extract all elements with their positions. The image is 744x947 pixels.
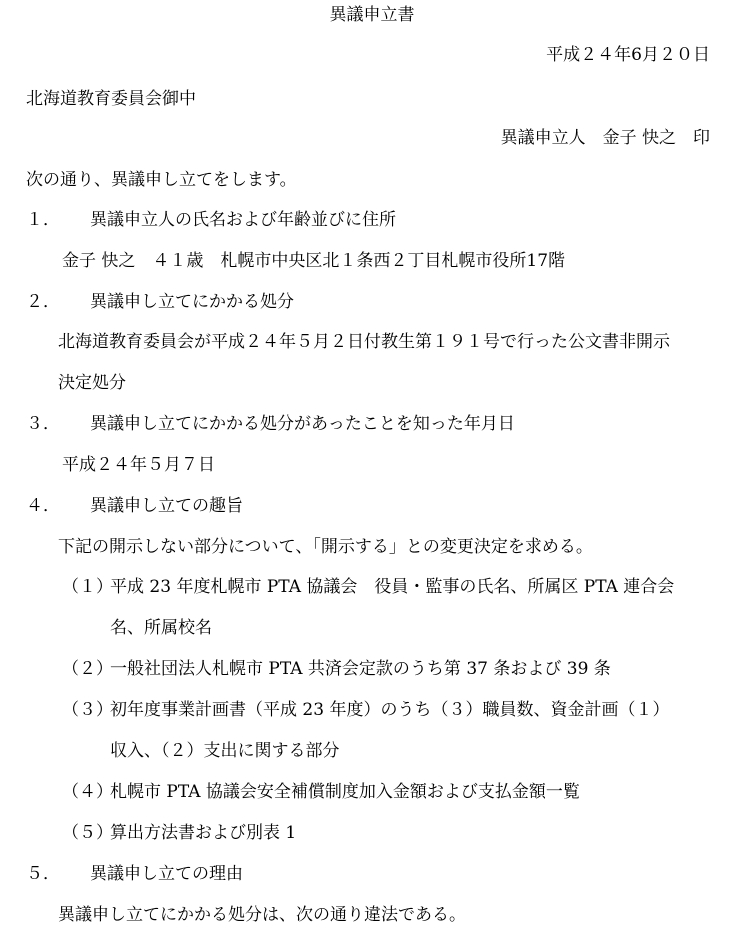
section-1-body: 金子 快之 ４１歳 札幌市中央区北１条西２丁目札幌市役所17階 — [62, 251, 566, 271]
section-5-body: 異議申し立てにかかる処分は、次の通り違法である。 — [58, 905, 466, 925]
section-3-title: 異議申し立てにかかる処分があったことを知った年月日 — [90, 414, 515, 434]
document-title: 異議申立書 — [329, 5, 415, 25]
list-item-2-line-1: 一般社団法人札幌市 PTA 共済会定款のうち第 37 条および 39 条 — [110, 659, 611, 679]
list-item-4-number: （４） — [62, 782, 113, 802]
document-date: 平成２４年6月２０日 — [546, 45, 710, 65]
intro-text: 次の通り、異議申し立てをします。 — [26, 170, 297, 190]
section-4-number: ４． — [26, 496, 60, 516]
list-item-1-line-2: 名、所属校名 — [110, 618, 212, 638]
section-5-title: 異議申し立ての理由 — [90, 864, 243, 884]
section-2-title: 異議申し立てにかかる処分 — [90, 292, 294, 312]
addressee: 北海道教育委員会御中 — [26, 89, 196, 109]
section-3-number: ３． — [26, 414, 60, 434]
list-item-1-line-1: 平成 23 年度札幌市 PTA 協議会 役員・監事の氏名、所属区 PTA 連合会 — [110, 577, 675, 597]
list-item-1-number: （１） — [62, 577, 113, 597]
section-4-title: 異議申し立ての趣旨 — [90, 496, 243, 516]
section-2-number: ２． — [26, 292, 60, 312]
list-item-3-line-2: 収入、（２）支出に関する部分 — [110, 741, 340, 761]
list-item-2-number: （２） — [62, 659, 113, 679]
section-2-body-line-1: 北海道教育委員会が平成２４年５月２日付教生第１９１号で行った公文書非開示 — [58, 332, 670, 352]
list-item-4-line-1: 札幌市 PTA 協議会安全補償制度加入金額および支払金額一覧 — [110, 782, 580, 802]
section-3-body: 平成２４年５月７日 — [62, 455, 215, 475]
list-item-5-number: （５） — [62, 823, 113, 843]
applicant-line: 異議申立人 金子 快之 印 — [500, 128, 710, 148]
list-item-5-line-1: 算出方法書および別表 1 — [110, 823, 297, 843]
list-item-3-line-1: 初年度事業計画書（平成 23 年度）のうち（３）職員数、資金計画（１） — [110, 700, 670, 720]
section-1-number: １． — [26, 210, 60, 230]
section-4-body: 下記の開示しない部分について、「開示する」との変更決定を求める。 — [58, 537, 593, 557]
section-1-title: 異議申立人の氏名および年齢並びに住所 — [90, 210, 396, 230]
section-5-number: ５． — [26, 864, 60, 884]
list-item-3-number: （３） — [62, 700, 113, 720]
section-2-body-line-2: 決定処分 — [58, 373, 126, 393]
